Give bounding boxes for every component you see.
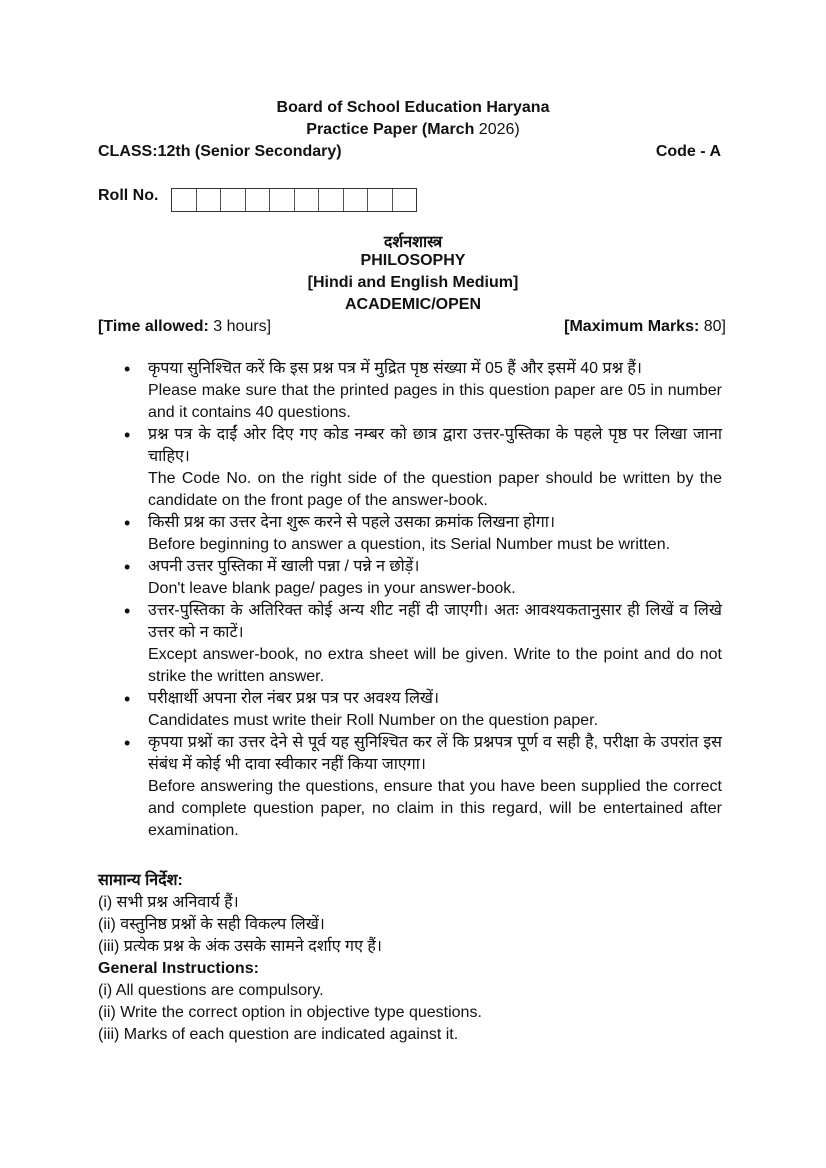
roll-digit-box[interactable] xyxy=(368,189,393,211)
roll-digit-box[interactable] xyxy=(270,189,295,211)
subject-hindi: दर्शनशास्त्र xyxy=(383,234,443,251)
roll-digit-box[interactable] xyxy=(221,189,246,211)
class-line xyxy=(98,143,342,161)
instruction-hindi: • कृपया प्रश्नों का उत्तर देने से पूर्व यह सुनिश्चित कर लें कि प्रश्नपत्र पूर्ण व सही है, परीक्षा के उपरांत इस संबंध में कोई भी दावा स्वीकार नहीं किया जाएगा। xyxy=(148,734,722,773)
instruction-english: Except answer-book, no extra sheet will be given. Write to the point and do not strike the written answer. xyxy=(148,646,722,685)
paper-code: Code - A xyxy=(655,143,721,160)
instructions-list xyxy=(124,358,722,842)
instruction-hindi: • उत्तर-पुस्तिका के अतिरिक्त कोई अन्य शीट नहीं दी जाएगी। अतः आवश्यकतानुसार ही लिखें व लिखे उत्तर को न काटें। xyxy=(148,602,722,641)
instruction-english: Before beginning to answer a question, its Serial Number must be written. xyxy=(148,536,671,553)
stream-label: ACADEMIC/OPEN xyxy=(344,296,481,313)
time-value: 3 hours] xyxy=(213,318,272,335)
roll-number-boxes[interactable] xyxy=(171,188,417,212)
instruction-item xyxy=(124,600,722,688)
class-value: 12th (Senior Secondary) xyxy=(157,143,342,160)
instruction-item xyxy=(124,732,722,842)
general-instruction: (iii) Marks of each question are indicated against it. xyxy=(98,1026,459,1043)
time-allowed xyxy=(98,318,271,336)
general-instruction-hindi: (ii) वस्तुनिष्ठ प्रश्नों के सही विकल्प लिखें। xyxy=(98,916,325,933)
roll-digit-box[interactable] xyxy=(172,189,197,211)
class-label: CLASS: xyxy=(98,143,158,160)
roll-label: Roll No. xyxy=(98,187,159,204)
general-instruction: (i) All questions are compulsory. xyxy=(98,982,324,999)
instruction-english: Candidates must write their Roll Number on the question paper. xyxy=(148,712,599,729)
roll-digit-box[interactable] xyxy=(197,189,222,211)
instruction-hindi: • परीक्षार्थी अपना रोल नंबर प्रश्न पत्र पर अवश्य लिखें। xyxy=(148,690,440,707)
instruction-hindi: • किसी प्रश्न का उत्तर देना शुरू करने से पहले उसका क्रमांक लिखना होगा। xyxy=(148,514,556,531)
instruction-item xyxy=(124,688,722,732)
instruction-hindi: • अपनी उत्तर पुस्तिका में खाली पन्ना / पन्ने न छोड़ें। xyxy=(148,558,420,575)
medium-label: [Hindi and English Medium] xyxy=(307,274,519,291)
general-instructions-heading-hindi: सामान्य निर्देश: xyxy=(98,872,183,889)
marks-value: 80] xyxy=(703,318,726,335)
general-instructions-heading: General Instructions: xyxy=(98,960,259,977)
instruction-item xyxy=(124,358,722,424)
roll-digit-box[interactable] xyxy=(393,189,417,211)
instruction-item xyxy=(124,424,722,512)
time-label: [Time allowed: xyxy=(98,318,209,335)
general-instruction-hindi: (iii) प्रत्येक प्रश्न के अंक उसके सामने दर्शाए गए हैं। xyxy=(98,938,382,955)
roll-digit-box[interactable] xyxy=(295,189,320,211)
marks-label: [Maximum Marks: xyxy=(564,318,700,335)
subject-english: PHILOSOPHY xyxy=(360,252,466,269)
instruction-item xyxy=(124,512,722,556)
paper-title xyxy=(0,121,826,139)
board-title: Board of School Education Haryana xyxy=(276,99,550,116)
instruction-english: Before answering the questions, ensure that you have been supplied the correct and complete question paper, no claim in this regard, will be entertained after examination. xyxy=(148,778,722,839)
instruction-hindi: • प्रश्न पत्र के दाईं ओर दिए गए कोड नम्बर को छात्र द्वारा उत्तर-पुस्तिका के पहले पृष्ठ पर लिखा जाना चाहिए। xyxy=(148,426,722,465)
roll-digit-box[interactable] xyxy=(246,189,271,211)
roll-digit-box[interactable] xyxy=(344,189,369,211)
paper-year: 2026) xyxy=(478,121,520,138)
instruction-english: Please make sure that the printed pages in this question paper are 05 in number and it contains 40 questions. xyxy=(148,382,722,421)
paper-title-text: Practice Paper (March xyxy=(306,121,475,138)
general-instruction-hindi: (i) सभी प्रश्न अनिवार्य हैं। xyxy=(98,894,239,911)
instruction-hindi: • कृपया सुनिश्चित करें कि इस प्रश्न पत्र में मुद्रित पृष्ठ संख्या में 05 हैं और इसमें 40 प्रश्न हैं। xyxy=(148,360,642,377)
instruction-item xyxy=(124,556,722,600)
instruction-english: Don't leave blank page/ pages in your answer-book. xyxy=(148,580,516,597)
general-instruction: (ii) Write the correct option in objective type questions. xyxy=(98,1004,482,1021)
maximum-marks xyxy=(564,318,726,336)
roll-digit-box[interactable] xyxy=(319,189,344,211)
instruction-english: The Code No. on the right side of the question paper should be written by the candidate on the front page of the answer-book. xyxy=(148,470,722,509)
